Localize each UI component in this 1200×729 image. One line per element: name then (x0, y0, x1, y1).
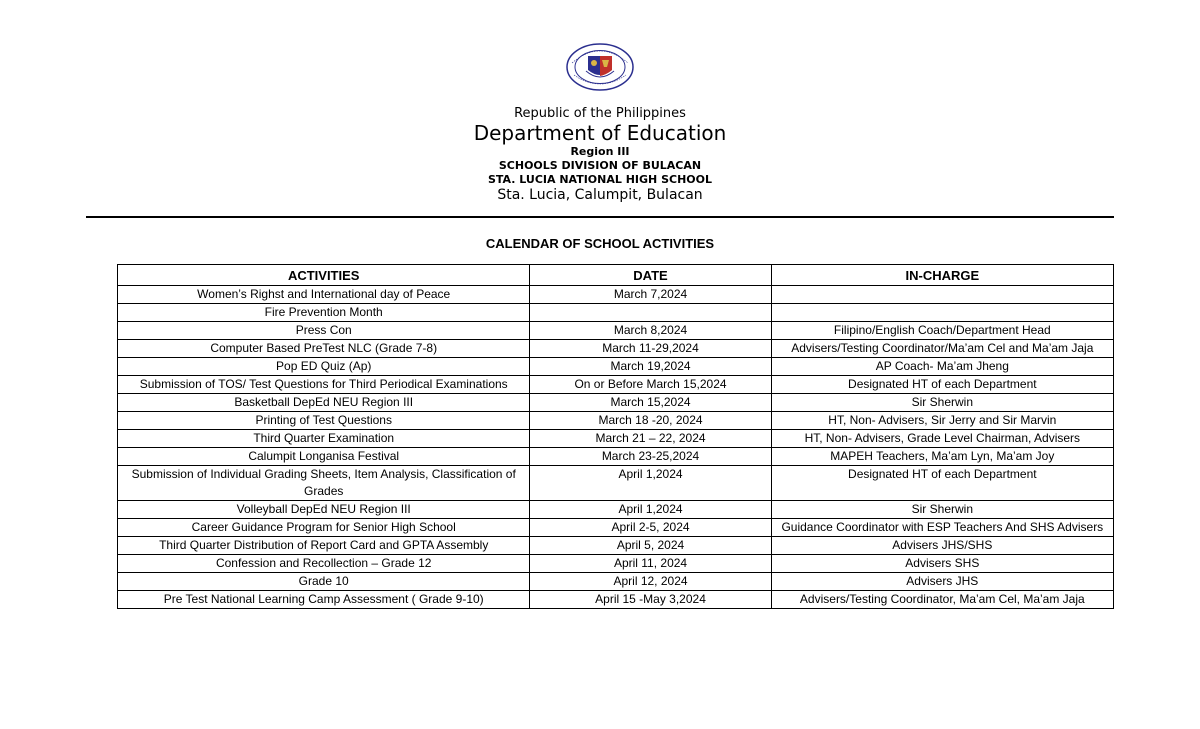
table-row (118, 555, 1114, 573)
calendar-title: CALENDAR OF SCHOOL ACTIVITIES (485, 236, 715, 251)
date-cell: April 2-5, 2024 (530, 519, 771, 537)
activity-cell: Grade 10 (118, 573, 530, 591)
date-cell: April 1,2024 (530, 466, 771, 501)
in-charge-cell: HT, Non- Advisers, Grade Level Chairman, Advisers (771, 430, 1113, 448)
column-header-date: DATE (530, 265, 771, 286)
in-charge-cell: Sir Sherwin (771, 394, 1113, 412)
date-cell: March 21 – 22, 2024 (530, 430, 771, 448)
table-row (118, 448, 1114, 466)
activity-cell: Submission of TOS/ Test Questions for Third Periodical Examinations (118, 376, 530, 394)
column-header-activities: ACTIVITIES (118, 265, 530, 286)
activity-cell: Basketball DepEd NEU Region III (118, 394, 530, 412)
in-charge-cell: Sir Sherwin (771, 501, 1113, 519)
table-row (118, 412, 1114, 430)
in-charge-cell: AP Coach- Ma’am Jheng (771, 358, 1113, 376)
date-cell (530, 304, 771, 322)
date-cell: April 5, 2024 (530, 537, 771, 555)
date-cell: March 18 -20, 2024 (530, 412, 771, 430)
activity-cell: Computer Based PreTest NLC (Grade 7-8) (118, 340, 530, 358)
in-charge-cell: Advisers/Testing Coordinator, Ma’am Cel, Ma’am Jaja (771, 591, 1113, 609)
activity-cell: Third Quarter Distribution of Report Card and GPTA Assembly (118, 537, 530, 555)
in-charge-cell: Designated HT of each Department (771, 376, 1113, 394)
activities-table (117, 264, 1114, 609)
division-label: SCHOOLS DIVISION OF BULACAN (498, 159, 702, 172)
region-label: Region III (570, 145, 630, 158)
date-cell: April 11, 2024 (530, 555, 771, 573)
activity-cell: Fire Prevention Month (118, 304, 530, 322)
activity-cell: Printing of Test Questions (118, 412, 530, 430)
date-cell: April 12, 2024 (530, 573, 771, 591)
activity-cell: Confession and Recollection – Grade 12 (118, 555, 530, 573)
date-cell: March 11-29,2024 (530, 340, 771, 358)
activity-cell: Volleyball DepEd NEU Region III (118, 501, 530, 519)
in-charge-cell: Advisers/Testing Coordinator/Ma’am Cel and Ma’am Jaja (771, 340, 1113, 358)
deped-seal-icon (566, 43, 634, 91)
republic-label: Republic of the Philippines (514, 106, 686, 121)
activity-cell: Press Con (118, 322, 530, 340)
activity-cell: Pop ED Quiz (Ap) (118, 358, 530, 376)
table-row (118, 573, 1114, 591)
in-charge-cell (771, 286, 1113, 304)
in-charge-cell: Guidance Coordinator with ESP Teachers And SHS Advisers (771, 519, 1113, 537)
table-row (118, 501, 1114, 519)
activity-cell: Calumpit Longanisa Festival (118, 448, 530, 466)
table-row (118, 304, 1114, 322)
date-cell: April 15 -May 3,2024 (530, 591, 771, 609)
in-charge-cell: Advisers SHS (771, 555, 1113, 573)
table-header-row (118, 265, 1114, 286)
in-charge-cell: Advisers JHS (771, 573, 1113, 591)
date-cell: March 19,2024 (530, 358, 771, 376)
date-cell: March 15,2024 (530, 394, 771, 412)
school-address: Sta. Lucia, Calumpit, Bulacan (497, 187, 703, 203)
activity-cell: Third Quarter Examination (118, 430, 530, 448)
activity-cell: Submission of Individual Grading Sheets, Item Analysis, Classification of Grades (118, 466, 530, 501)
date-cell: April 1,2024 (530, 501, 771, 519)
table-row (118, 340, 1114, 358)
table-row (118, 358, 1114, 376)
date-cell: On or Before March 15,2024 (530, 376, 771, 394)
department-title: Department of Education (473, 121, 727, 145)
table-row (118, 286, 1114, 304)
in-charge-cell: HT, Non- Advisers, Sir Jerry and Sir Marvin (771, 412, 1113, 430)
date-cell: March 23-25,2024 (530, 448, 771, 466)
table-row (118, 537, 1114, 555)
date-cell: March 7,2024 (530, 286, 771, 304)
in-charge-cell: Advisers JHS/SHS (771, 537, 1113, 555)
table-row (118, 376, 1114, 394)
in-charge-cell: Designated HT of each Department (771, 466, 1113, 501)
table-row (118, 591, 1114, 609)
school-name: STA. LUCIA NATIONAL HIGH SCHOOL (487, 173, 712, 186)
date-cell: March 8,2024 (530, 322, 771, 340)
activity-cell: Pre Test National Learning Camp Assessment ( Grade 9-10) (118, 591, 530, 609)
column-header-in-charge: IN-CHARGE (771, 265, 1113, 286)
table-row (118, 430, 1114, 448)
table-row (118, 322, 1114, 340)
activity-cell: Career Guidance Program for Senior High School (118, 519, 530, 537)
table-row (118, 519, 1114, 537)
activity-cell: Women’s Righst and International day of Peace (118, 286, 530, 304)
in-charge-cell: MAPEH Teachers, Ma’am Lyn, Ma’am Joy (771, 448, 1113, 466)
header-divider (86, 216, 1114, 218)
table-row (118, 394, 1114, 412)
in-charge-cell (771, 304, 1113, 322)
in-charge-cell: Filipino/English Coach/Department Head (771, 322, 1113, 340)
table-row (118, 466, 1114, 501)
